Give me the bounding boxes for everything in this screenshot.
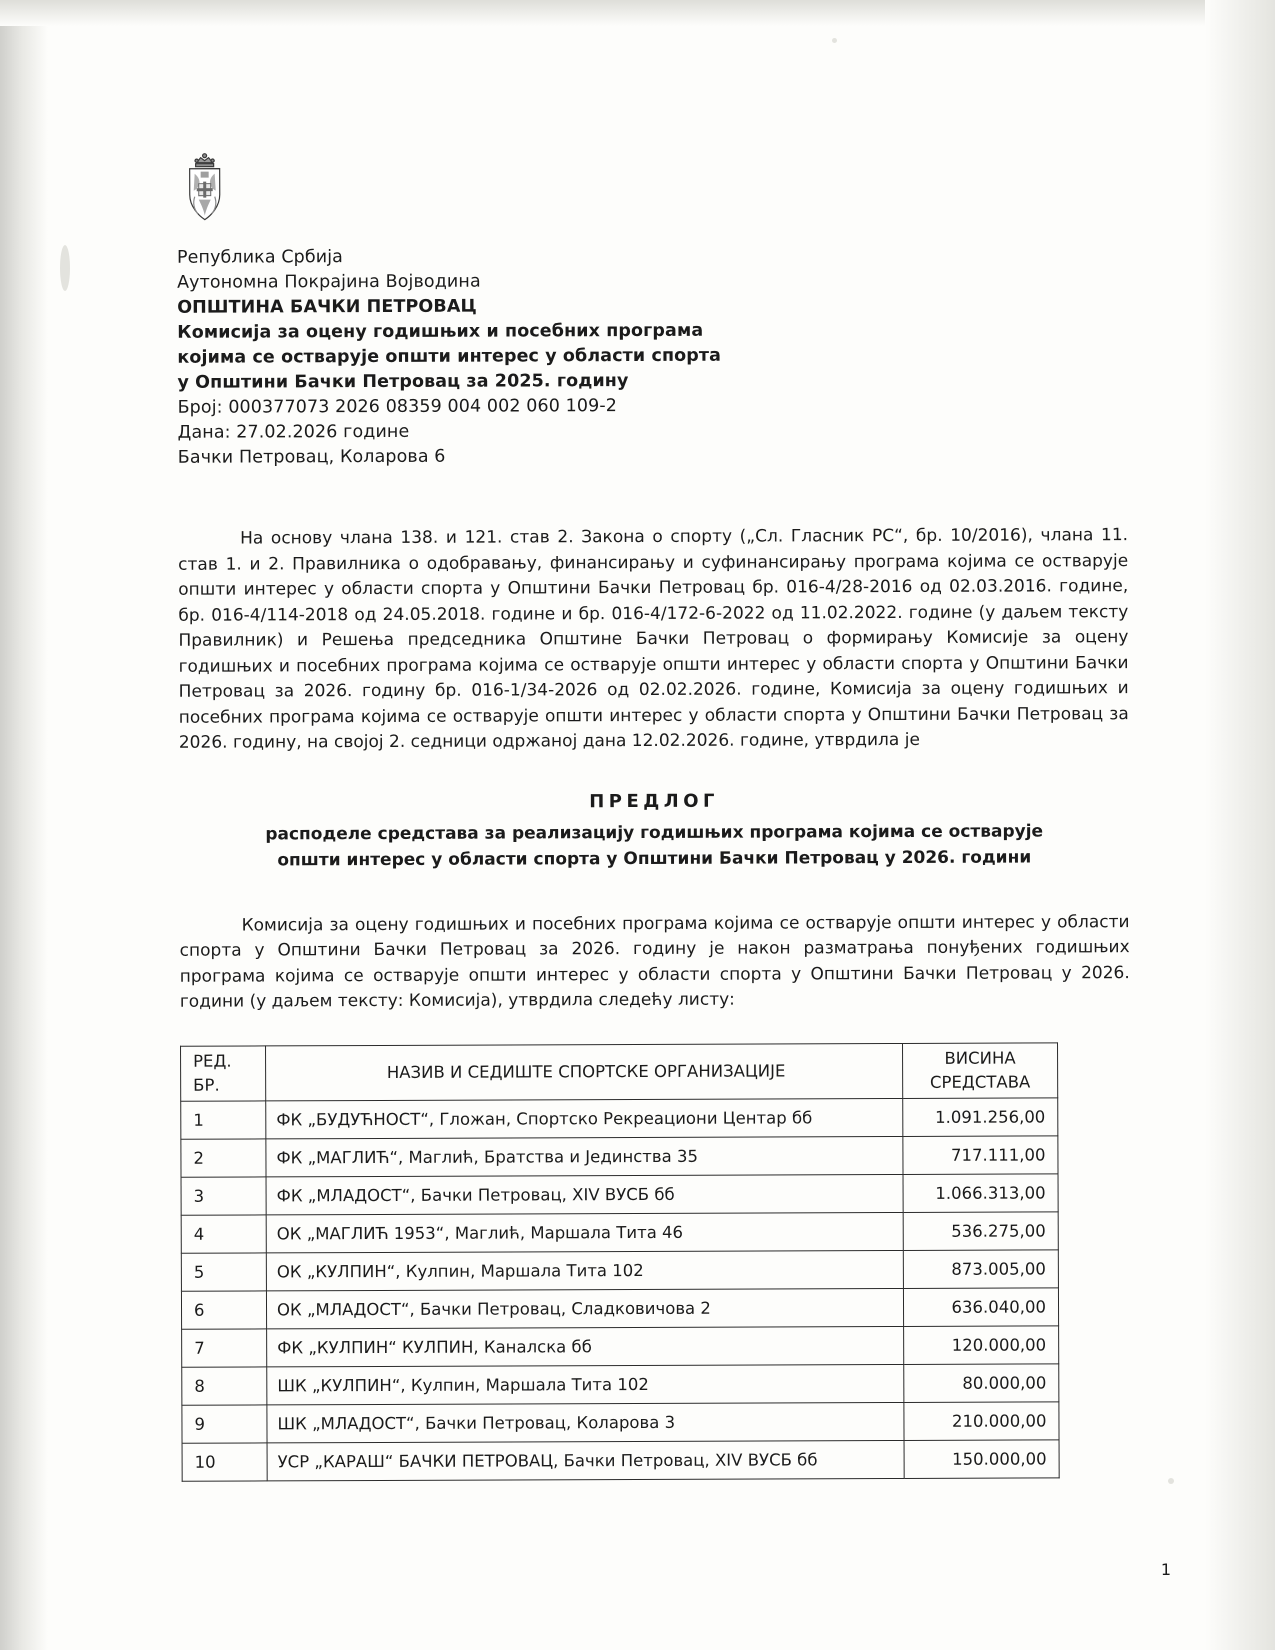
cell-amount: 717.111,00 <box>903 1135 1058 1174</box>
cell-index: 3 <box>181 1176 266 1214</box>
cell-organization: ОК „МЛАДОСТ“, Бачки Петровац, Сладковичова 2 <box>266 1288 903 1328</box>
cell-organization: ШК „МЛАДОСТ“, Бачки Петровац, Коларова 3 <box>267 1402 904 1442</box>
cell-organization: УСР „КАРАШ“ БАЧКИ ПЕТРОВАЦ, Бачки Петровац, XIV ВУСБ бб <box>267 1440 904 1480</box>
cell-organization: ФК „КУЛПИН“ КУЛПИН, Каналска бб <box>267 1326 904 1366</box>
scan-artifact <box>832 38 837 43</box>
page-number: 1 <box>1160 1560 1171 1579</box>
table-row <box>181 1097 1058 1138</box>
cell-amount: 536.275,00 <box>903 1211 1058 1250</box>
letterhead-line-municipality: ОПШТИНА БАЧКИ ПЕТРОВАЦ <box>177 296 477 318</box>
cell-organization: ФК „БУДУЋНОСТ“, Гложан, Спортско Рекреациони Центар бб <box>266 1098 903 1138</box>
cell-amount: 150.000,00 <box>904 1439 1059 1478</box>
commission-intro-paragraph: Комисија за оцену годишњих и посебних програма којима се остварује општи интерес у области спорта у Општини Бачки Петровац за 2026. годину је након разматрања понуђених годишњих програма којима се остварује општи интерес у области спорта у Општини Бачки Петровац у 2026. години (у даљем тексту: Комисија), утврдила следећу листу: <box>179 911 1130 1012</box>
cell-organization: ШК „КУЛПИН“, Кулпин, Маршала Тита 102 <box>267 1364 904 1404</box>
column-header-index-line-1: РЕД. <box>193 1051 232 1071</box>
cell-organization: ФК „МЛАДОСТ“, Бачки Петровац, XIV ВУСБ бб <box>266 1174 903 1214</box>
document-title: ПРЕДЛОГ <box>589 790 720 812</box>
letterhead-line-province: Аутономна Покрајина Војводина <box>177 271 481 293</box>
letterhead-line-commission-1: Комисија за оцену годишњих и посебних програма <box>177 320 704 343</box>
table-row <box>181 1211 1058 1252</box>
column-header-amount <box>903 1042 1058 1098</box>
column-header-amount-line-1: ВИСИНА <box>944 1048 1016 1068</box>
letterhead-line-commission-2: којима се остварује општи интерес у области спорта <box>177 345 722 368</box>
letterhead-line-date: Дана: 27.02.2026 године <box>177 421 410 443</box>
table-row <box>182 1439 1059 1480</box>
letterhead-line-commission-3: у Општини Бачки Петровац за 2025. годину <box>177 371 629 393</box>
legal-basis-paragraph: На основу члана 138. и 121. став 2. Закона о спорту („Сл. Гласник РС“, бр. 10/2016), члана 11. став 1. и 2. Правилника о одобравању, финансирању и суфинансирању програма којима се остварује општи интерес у области спорта у Општини Бачки Петровац бр. 016-4/28-2016 од 02.03.2016. године, бр. 016-4/114-2018 од 24.05.2018. године и бр. 016-4/172-6-2022 од 11.02.2022. године (у даљем тексту Правилник) и Решења председника Општине Бачки Петровац о формирању Комисије за оцену годишњих и посебних програма којима се остварује општи интерес у области спорта у Општини Бачки Петровац за 2026. годину бр. 016-1/34-2026 од 02.02.2026. године, Комисија за оцену годишњих и посебних програма којима се остварује општи интерес у области спорта у Општини Бачки Петровац за 2026. годину, на својој 2. седници одржаној дана 12.02.2026. године, утврдила је <box>178 525 1129 753</box>
scan-edge-right <box>1205 0 1275 1650</box>
cell-amount: 1.066.313,00 <box>903 1173 1058 1212</box>
column-header-amount-line-2: СРЕДСТАВА <box>929 1071 1031 1092</box>
cell-amount: 636.040,00 <box>903 1287 1058 1326</box>
cell-index: 10 <box>182 1442 267 1480</box>
cell-organization: ОК „МАГЛИЋ 1953“, Маглић, Маршала Тита 46 <box>266 1212 903 1252</box>
table-row <box>182 1325 1059 1366</box>
scan-artifact <box>1168 1478 1174 1484</box>
cell-organization: ОК „КУЛПИН“, Кулпин, Маршала Тита 102 <box>266 1250 903 1290</box>
cell-amount: 873.005,00 <box>903 1249 1058 1288</box>
table-row <box>182 1363 1059 1404</box>
table-header-row <box>181 1042 1058 1100</box>
cell-index: 4 <box>181 1214 266 1252</box>
cell-index: 5 <box>181 1252 266 1290</box>
table-row <box>182 1401 1059 1442</box>
letterhead-line-country: Република Србија <box>176 247 344 268</box>
document-body <box>177 148 1132 1481</box>
cell-index: 8 <box>182 1366 267 1404</box>
letterhead-line-reference-number: Број: 000377073 2026 08359 004 002 060 109-2 <box>177 396 617 418</box>
scan-edge-top <box>0 0 1275 26</box>
allocation-table <box>180 1042 1060 1481</box>
document-subtitle <box>179 818 1129 874</box>
column-header-index-line-2: БР. <box>193 1075 220 1095</box>
cell-index: 6 <box>181 1290 266 1328</box>
cell-organization: ФК „МАГЛИЋ“, Маглић, Братства и Јединства 35 <box>266 1136 903 1176</box>
document-subtitle-line-2: општи интерес у области спорта у Општини Бачки Петровац у 2026. години <box>277 846 1032 870</box>
allocation-table-body <box>181 1097 1059 1480</box>
cell-amount: 120.000,00 <box>904 1325 1059 1364</box>
cell-index: 2 <box>181 1138 266 1176</box>
document-subtitle-line-1: расподеле средстава за реализацију годишњих програма којима се остварује <box>265 820 1044 844</box>
table-row <box>181 1249 1058 1290</box>
cell-amount: 80.000,00 <box>904 1363 1059 1402</box>
scan-edge-left <box>0 0 48 1650</box>
cell-index: 7 <box>182 1328 267 1366</box>
column-header-index <box>181 1045 266 1100</box>
coat-of-arms-icon <box>177 152 233 226</box>
allocation-table-head <box>181 1042 1058 1100</box>
cell-amount: 210.000,00 <box>904 1401 1059 1440</box>
scan-artifact <box>60 245 70 291</box>
letterhead <box>177 242 1128 471</box>
letterhead-line-address: Бачки Петровац, Коларова 6 <box>177 446 446 468</box>
cell-index: 1 <box>181 1100 266 1138</box>
cell-amount: 1.091.256,00 <box>903 1097 1058 1136</box>
column-header-organization: НАЗИВ И СЕДИШТЕ СПОРТСКЕ ОРГАНИЗАЦИЈЕ <box>266 1043 903 1100</box>
table-row <box>181 1287 1058 1328</box>
table-row <box>181 1135 1058 1176</box>
cell-index: 9 <box>182 1404 267 1442</box>
table-row <box>181 1173 1058 1214</box>
